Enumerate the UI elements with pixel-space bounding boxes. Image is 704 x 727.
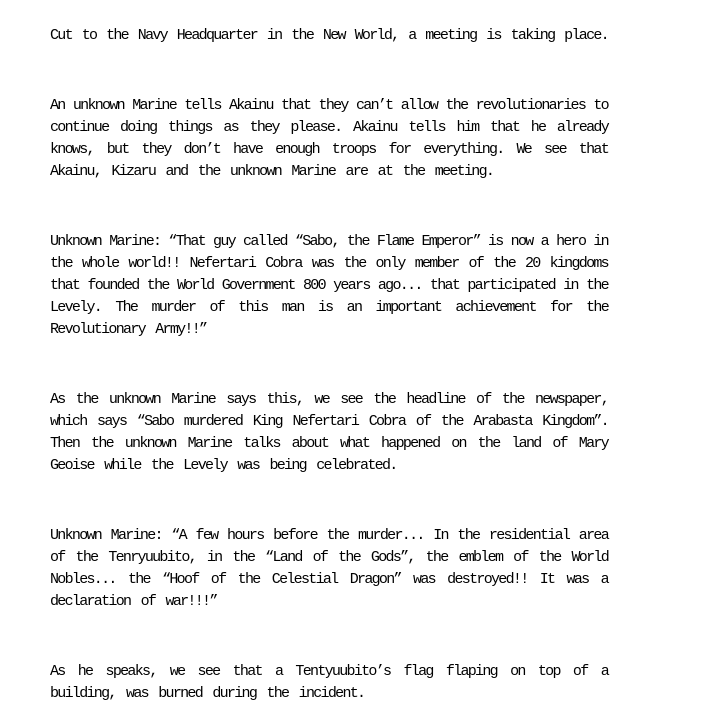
text-line: which says “Sabo murdered King Nefertari Cobra of the Arabasta Kingdom”. (50, 413, 608, 430)
text-line: building, was burned during the incident. (50, 685, 365, 702)
text-line: Unknown Marine: “A few hours before the murder... In the residential area (50, 527, 608, 544)
text-line: Then the unknown Marine talks about what happened on the land of Mary (50, 435, 608, 452)
text-line: Revolutionary Army!!” (50, 321, 207, 338)
text-line: Levely. The murder of this man is an important achievement for the (50, 299, 608, 316)
paragraph-3 (50, 231, 608, 341)
text-line: knows, but they don’t have enough troops for everything. We see that (50, 141, 608, 158)
text-line: An unknown Marine tells Akainu that they can’t allow the revolutionaries to (50, 97, 608, 114)
text-line: the whole world!! Nefertari Cobra was the only member of the 20 kingdoms (50, 255, 608, 272)
paragraph-6 (50, 661, 608, 705)
text-line: Nobles... the “Hoof of the Celestial Dragon” was destroyed!! It was a (50, 571, 608, 588)
text-line: continue doing things as they please. Akainu tells him that he already (50, 119, 608, 136)
text-line: Cut to the Navy Headquarter in the New World, a meeting is taking place. (50, 27, 608, 44)
text-line: of the Tenryuubito, in the “Land of the Gods”, the emblem of the World (50, 549, 608, 566)
paragraph-5 (50, 525, 608, 613)
text-line: As he speaks, we see that a Tentyuubito’s flag flaping on top of a (50, 663, 608, 680)
text-line: Akainu, Kizaru and the unknown Marine are at the meeting. (50, 163, 494, 180)
text-line: declaration of war!!!” (50, 593, 217, 610)
paragraph-4 (50, 389, 608, 477)
text-line: Unknown Marine: “That guy called “Sabo, the Flame Emperor” is now a hero in (50, 233, 608, 250)
text-line: As the unknown Marine says this, we see the headline of the newspaper, (50, 391, 608, 408)
paragraph-2 (50, 95, 608, 183)
paragraph-1 (50, 25, 608, 47)
text-line: that founded the World Government 800 years ago... that participated in the (50, 277, 608, 294)
document-page (50, 25, 608, 705)
text-line: Geoise while the Levely was being celebrated. (50, 457, 397, 474)
